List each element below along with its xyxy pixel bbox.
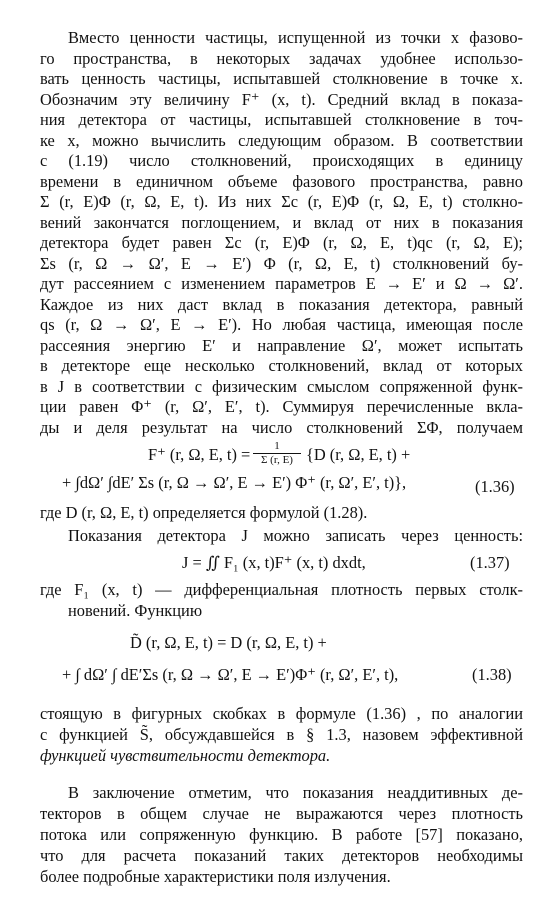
- text-line: рассеяния энергию E′ и направление Ω′, может испытать: [40, 335, 523, 355]
- text-line: более подробные характеристики поля излучения.: [40, 867, 391, 886]
- text-line: ции равен Φ⁺ (r, Ω′, E′, t). Суммируя перечисленные вкла-: [40, 397, 523, 416]
- text-line: В заключение отметим, что показания неаддитивных де-: [68, 783, 523, 802]
- equation-1-36-lhs: F⁺ (r, Ω, E, t) =: [148, 445, 251, 464]
- text-line: новений. Функцию: [68, 601, 203, 620]
- text-line: Показания детектора J можно записать через ценность:: [68, 526, 523, 545]
- text-line: Обозначим эту величину F⁺ (x, t). Средний вклад в показа-: [40, 89, 523, 109]
- text-line: ды и деля результат на число столкновений ΣΦ, получаем: [40, 417, 523, 437]
- text-line: Вместо ценности частицы, испущенной из точки x фазово-: [68, 28, 523, 47]
- text-line: вать ценность частицы, испытавшей столкновение в точке x.: [40, 69, 523, 88]
- equation-1-36-fraction: [253, 440, 301, 467]
- text-line: Σs (r, Ω → Ω′, E → E′) Φ (r, Ω, E, t) столкновений бу-: [40, 253, 523, 273]
- text-line: потока или сопряженную функцию. В работе [57] показано,: [40, 825, 523, 844]
- text-line: текторов в общем случае не выражаются через плотность: [40, 804, 523, 823]
- text-line: ке x, можно вычислить следующим образом. В соответствии: [40, 130, 523, 150]
- equation-number: (1.36): [475, 477, 515, 496]
- text-line: ния детектора от частицы, испытавшей столкновение в точ-: [40, 110, 523, 129]
- text-line: вений закончатся поглощением, и вклад от них в показания: [40, 212, 523, 232]
- equation-1-36-rhs: {D (r, Ω, E, t) +: [306, 445, 411, 464]
- equation-1-36-integral: + ∫dΩ′ ∫dE′ Σs (r, Ω → Ω′, E → E′) Φ⁺ (r, Ω′, E′, t)},: [62, 473, 407, 492]
- text-line: Каждое из них даст вклад в показания детектора, равный: [40, 294, 523, 314]
- equation-number: (1.37): [470, 553, 510, 572]
- text-line: дут рассеянием с изменением параметров E → E′ и Ω → Ω′.: [40, 274, 523, 293]
- text-line: стоящую в фигурных скобках в формуле (1.36) , по аналогии: [40, 704, 523, 723]
- text-line: что для расчета показаний таких детекторов необходимы: [40, 846, 523, 865]
- text-line: в детекторе еще несколько столкновений, вклад от которых: [40, 356, 523, 375]
- fraction-denominator: Σ (r, E): [261, 454, 293, 466]
- fraction-numerator: 1: [253, 440, 301, 454]
- text-line: с функцией S̃, обсуждавшейся в § 1.3, назовем эффективной: [40, 725, 523, 744]
- equation-1-37: J = ∬ F₁ (x, t)F⁺ (x, t) dxdt,: [182, 553, 366, 572]
- equation-1-38-line1: D̃ (r, Ω, E, t) = D (r, Ω, E, t) +: [130, 633, 327, 652]
- text-line: времени в единичном объеме фазового пространства, равно: [40, 171, 523, 191]
- text-line: в J в соответствии с физическим смыслом сопряженной функ-: [40, 376, 523, 396]
- text-line: где D (r, Ω, E, t) определяется формулой (1.28).: [40, 503, 368, 522]
- equation-number: (1.38): [472, 665, 512, 684]
- text-line: где F₁ (x, t) — дифференциальная плотность первых столк-: [40, 580, 523, 599]
- text-line: детектора будет равен Σc (r, E)Φ (r, Ω, E, t)qc (r, Ω, E);: [40, 233, 523, 252]
- equation-1-38-line2: + ∫ dΩ′ ∫ dE′Σs (r, Ω → Ω′, E → E′)Φ⁺ (r, Ω′, E′, t),: [62, 665, 399, 684]
- text-line: с (1.19) число столкновений, происходящих в единицу: [40, 151, 523, 170]
- text-line: qs (r, Ω → Ω′, E → E′). Но любая частица, имеющая после: [40, 315, 523, 334]
- text-line: Σ (r, E)Φ (r, Ω, E, t). Из них Σc (r, E)Φ (r, Ω, E, t) столкно-: [40, 192, 523, 211]
- text-line: функцией чувствительности детектора.: [40, 746, 331, 765]
- text-line: го пространства, в некоторых задачах удобнее использо-: [40, 48, 523, 68]
